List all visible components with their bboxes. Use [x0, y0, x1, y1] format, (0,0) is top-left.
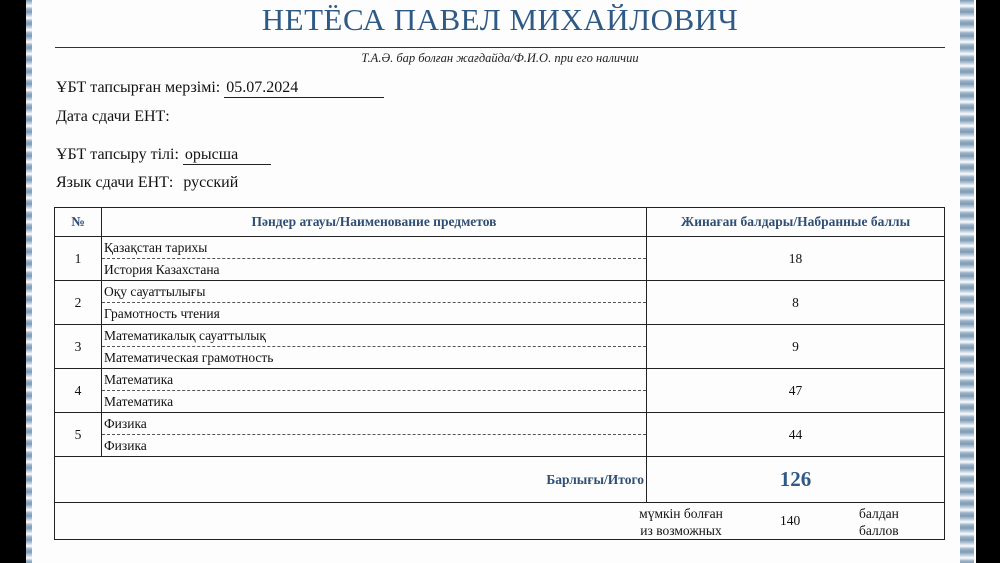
row-score: 8	[647, 281, 945, 325]
exam-lang-value-ru: русский	[183, 174, 239, 191]
table-header-row	[55, 208, 945, 237]
subject-kz: Қазақстан тарихы	[102, 237, 646, 259]
name-underline	[55, 47, 945, 48]
subject-ru: Математика	[104, 394, 174, 409]
possible-row	[55, 503, 945, 540]
row-num: 2	[55, 281, 102, 325]
row-subject	[102, 413, 647, 457]
total-label: Барлығы/Итого	[55, 457, 647, 503]
table-row	[55, 237, 945, 281]
possible-cell	[55, 503, 945, 540]
header-score: Жинаған балдары/Набранные баллы	[647, 208, 945, 237]
results-table	[54, 207, 945, 540]
row-score: 44	[647, 413, 945, 457]
row-num: 5	[55, 413, 102, 457]
header-subject: Пәндер атауы/Наименование предметов	[102, 208, 647, 237]
row-score: 47	[647, 369, 945, 413]
photo-edge-left	[0, 0, 26, 563]
name-caption: Т.А.Ә. бар болған жағдайда/Ф.И.О. при его наличии	[361, 51, 639, 65]
total-value: 126	[647, 457, 945, 503]
exam-lang-label-kz: ҰБТ тапсыру тілі:	[56, 146, 179, 163]
row-num: 1	[55, 237, 102, 281]
row-score: 9	[647, 325, 945, 369]
possible-label-ru: из возможных	[640, 523, 722, 538]
table-row	[55, 413, 945, 457]
subject-ru: Физика	[104, 438, 147, 453]
subject-kz: Физика	[102, 413, 646, 435]
row-subject	[102, 281, 647, 325]
total-row	[55, 457, 945, 503]
exam-lang-row-ru	[56, 174, 238, 192]
row-score: 18	[647, 237, 945, 281]
subject-ru: Грамотность чтения	[104, 306, 220, 321]
possible-unit	[859, 505, 899, 539]
subject-kz: Оқу сауаттылығы	[102, 281, 646, 303]
exam-lang-label-ru: Язык сдачи ЕНТ:	[56, 174, 174, 191]
possible-label-kz: мүмкін болған	[639, 506, 723, 521]
possible-unit-ru: баллов	[859, 523, 899, 538]
exam-date-label-ru: Дата сдачи ЕНТ:	[56, 108, 170, 125]
possible-value: 140	[780, 513, 801, 528]
row-subject	[102, 325, 647, 369]
photo-edge-right	[976, 0, 1000, 563]
row-subject	[102, 369, 647, 413]
exam-date-value: 05.07.2024	[224, 79, 384, 98]
ornamental-border-right	[960, 0, 974, 563]
full-name: НЕТЁСА ПАВЕЛ МИХАЙЛОВИЧ	[261, 2, 739, 37]
row-num: 3	[55, 325, 102, 369]
possible-label	[626, 505, 736, 539]
subject-kz: Математика	[102, 369, 646, 391]
exam-lang-row-kz	[56, 146, 271, 165]
table-row	[55, 369, 945, 413]
exam-date-label-kz: ҰБТ тапсырған мерзімі:	[56, 79, 221, 96]
header-num: №	[55, 208, 102, 237]
possible-unit-kz: балдан	[859, 506, 899, 521]
exam-date-row	[56, 79, 384, 98]
subject-kz: Математикалық сауаттылық	[102, 325, 646, 347]
row-subject	[102, 237, 647, 281]
row-num: 4	[55, 369, 102, 413]
table-row	[55, 281, 945, 325]
subject-ru: История Казахстана	[104, 262, 220, 277]
exam-lang-value-kz: орысша	[183, 146, 271, 165]
subject-ru: Математическая грамотность	[104, 350, 274, 365]
table-row	[55, 325, 945, 369]
